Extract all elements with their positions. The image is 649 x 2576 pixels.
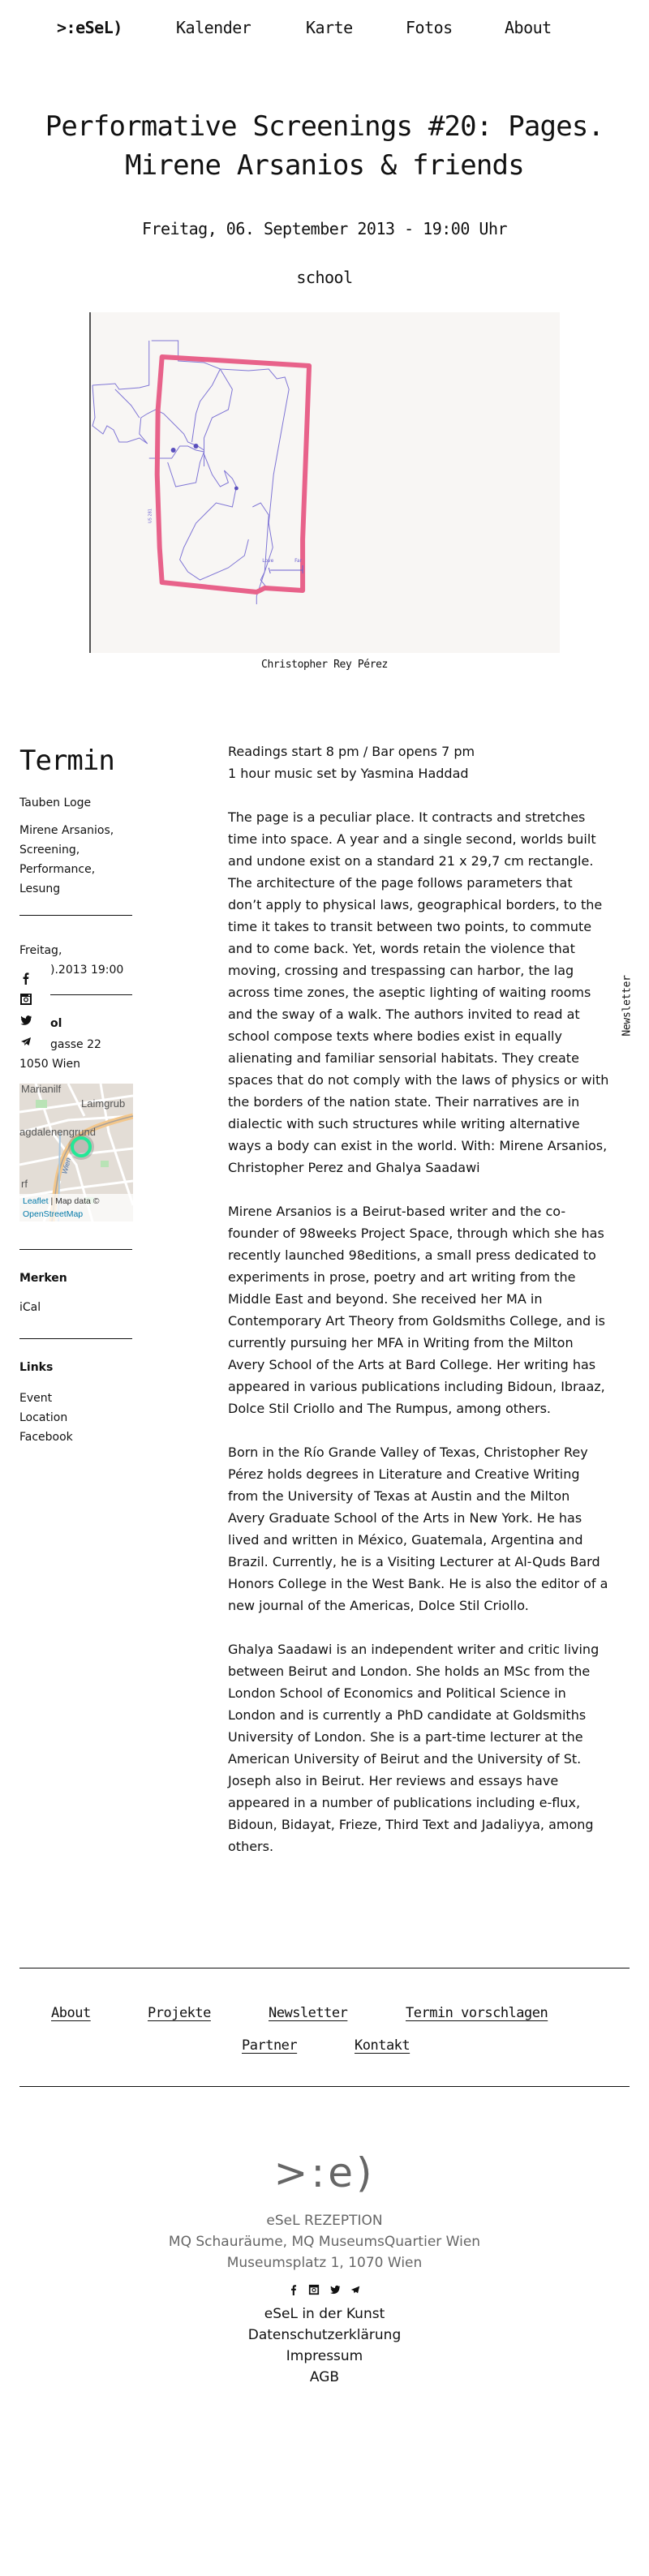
tag-link[interactable]: Performance,: [19, 863, 96, 876]
footer-link-impressum[interactable]: Impressum: [286, 2348, 363, 2364]
footer-link-newsletter[interactable]: Newsletter: [269, 2005, 348, 2021]
sidebar-divider: [19, 1249, 132, 1250]
leaflet-link[interactable]: Leaflet: [23, 1196, 49, 1206]
event-description: [228, 741, 609, 1879]
bio-mirene-arsanios: Mirene Arsanios is a Beirut-based writer and the co-founder of 98weeks Project Space, through which she has recently launched 98editions, a small press dedicated to experiments in prose, poetry and art writing from the Middle East and beyond. She received her MA in Contemporary Art Theory from Goldsmiths College, and is currently pursuing her MFA in Writing from the Milton Avery School of the Arts at Bard College. Her writing has appeared in various publications including Bidoun, Ibraaz, Dolce Stil Criollo and The Rumpus, among others.: [228, 1204, 605, 1416]
sidebar-divider: [19, 915, 132, 916]
tag-link[interactable]: Lesung: [19, 882, 61, 895]
sidebar-date-line1: Freitag,: [19, 944, 62, 957]
footer-link-kontakt[interactable]: Kontakt: [355, 2037, 410, 2054]
scale-left-label: Love: [262, 557, 274, 565]
openstreetmap-link[interactable]: OpenStreetMap: [23, 1209, 84, 1219]
facebook-icon[interactable]: [19, 972, 34, 986]
newsletter-tab[interactable]: [618, 969, 636, 1042]
title-line-1: Performative Screenings #20: Pages.: [45, 110, 604, 143]
footer-links: [0, 2303, 649, 2388]
twitter-icon[interactable]: [329, 2284, 341, 2295]
sidebar-divider: [19, 1338, 132, 1339]
map-label: Laimgrub: [81, 1097, 126, 1110]
merken-heading: Merken: [19, 1272, 67, 1285]
link-location[interactable]: Location: [19, 1411, 68, 1424]
footer-address-line1: MQ Schauräume, MQ MuseumsQuartier Wien: [168, 2234, 481, 2250]
nav-fotos[interactable]: Fotos: [406, 18, 453, 37]
event-venue[interactable]: school: [296, 268, 353, 287]
footer-logo: >:e): [273, 2149, 376, 2196]
sidebar-links: [19, 1389, 73, 1447]
map-label: Wien: [60, 1157, 73, 1175]
sidebar-venue-street: gasse 22: [50, 1038, 101, 1051]
sidebar-venue-name[interactable]: ol: [50, 1017, 62, 1030]
description-paragraph: The page is a peculiar place. It contracts and stretches time into space. A year and a single second, worlds built and undone exist on a standard 21 x 29,7 cm rectangle. The architecture of the page follows parameters that don’t apply to physical laws, geographical borders, to the time it takes to transit between two points, to commute and to come back. Yet, words retain the violence that moving, crossing and trespassing can harbor, the lag across time zones, the aseptic lighting of waiting rooms and the sway of a walk. The authors invited to read at school compose texts where bodies exist in equally alienating and familiar sensorial habitats. They create spaces that do not comply with the laws of physics or with the borders of the nation state. Their narratives are in dialectic with such structures while writing alternative ways a body can exist in the world. With: Mirene Arsanios, Christopher Perez and Ghalya Saadawi: [228, 809, 609, 1175]
footer-link-projekte[interactable]: Projekte: [148, 2005, 211, 2021]
page-title: [0, 107, 649, 185]
telegram-icon[interactable]: [350, 2284, 361, 2295]
event-intro: [228, 741, 609, 784]
sidebar-tags: [19, 821, 133, 899]
footer-link-termin-vorschlagen[interactable]: Termin vorschlagen: [406, 2005, 548, 2021]
sidebar-venue-city: 1050 Wien: [19, 1058, 80, 1071]
sidebar-heading: Termin: [19, 745, 114, 777]
nav-karte[interactable]: Karte: [306, 18, 353, 37]
top-nav: [0, 18, 649, 42]
footer-link-agb[interactable]: AGB: [309, 2369, 340, 2385]
footer-link-datenschutz[interactable]: Datenschutzerklärung: [247, 2327, 402, 2343]
link-event[interactable]: Event: [19, 1392, 53, 1405]
footer-divider-bottom: [19, 2086, 630, 2087]
footer-address-line2: Museumsplatz 1, 1070 Wien: [226, 2255, 423, 2271]
nav-about[interactable]: About: [505, 18, 552, 37]
footer-link-esel-in-der-kunst[interactable]: eSeL in der Kunst: [264, 2306, 385, 2322]
tag-link[interactable]: Screening,: [19, 844, 80, 857]
footer-link-partner[interactable]: Partner: [242, 2037, 298, 2054]
map-attribution-text: | Map data ©: [48, 1196, 100, 1206]
side-note-label: US 281: [148, 509, 153, 523]
image-caption: Christopher Rey Pérez: [261, 659, 388, 671]
social-share-bar: [19, 972, 37, 1056]
location-map[interactable]: [19, 1084, 133, 1221]
instagram-icon[interactable]: [19, 993, 34, 1007]
tag-link[interactable]: Mirene Arsanios,: [19, 824, 114, 837]
intro-line-1: Readings start 8 pm / Bar opens 7 pm: [228, 744, 475, 759]
footer-address: [0, 2210, 649, 2273]
scale-right-label: Far: [294, 557, 303, 565]
footer-link-about[interactable]: About: [51, 2005, 91, 2021]
facebook-icon[interactable]: [288, 2284, 299, 2295]
map-label: rf: [21, 1178, 28, 1190]
link-facebook[interactable]: Facebook: [19, 1431, 73, 1444]
sidebar-date-line2: ).2013 19:00: [50, 964, 124, 977]
event-date: Freitag, 06. September 2013 - 19:00 Uhr: [141, 219, 508, 238]
sidebar-divider: [50, 994, 132, 995]
footer-org: eSeL REZEPTION: [266, 2213, 383, 2229]
event-image: [89, 312, 560, 653]
footer-social-icons: [0, 2283, 649, 2299]
site-logo[interactable]: >:eSeL): [57, 18, 122, 37]
twitter-icon[interactable]: [19, 1014, 34, 1028]
map-attribution: [19, 1194, 133, 1221]
ical-link[interactable]: iCal: [19, 1301, 41, 1314]
sidebar-category[interactable]: Tauben Loge: [19, 796, 92, 809]
hand-drawn-map-image: [91, 312, 560, 653]
title-line-2: Mirene Arsanios & friends: [125, 149, 524, 182]
links-heading: Links: [19, 1361, 54, 1374]
nav-kalender[interactable]: Kalender: [176, 18, 251, 37]
bio-ghalya-saadawi: Ghalya Saadawi is an independent writer and critic living between Beirut and London. She holds an MSc from the London School of Economics and Political Science in London and is currently a PhD candidate at Goldsmiths University of London. She is a part-time lecturer at the American University of Beirut and the University of St. Joseph also in Beirut. Her reviews and essays have appeared in a number of publications including e-flux, Bidoun, Bidayat, Frieze, Third Text and Jadaliyya, among others.: [228, 1642, 600, 1854]
intro-line-2: 1 hour music set by Yasmina Haddad: [228, 766, 469, 781]
bio-christopher-rey-perez: Born in the Río Grande Valley of Texas, Christopher Rey Pérez holds degrees in Literature and Creative Writing from the University of Texas at Austin and the Milton Avery Graduate School of the Arts in New York. He has lived and written in México, Guatemala, Argentina and Brazil. Currently, he is a Visiting Lecturer at Al-Quds Bard Honors College in the West Bank. He is also the editor of a new journal of the Americas, Dolce Stil Criollo.: [228, 1445, 608, 1613]
newsletter-tab-label: Newsletter: [621, 975, 634, 1037]
map-label: agdalenengrund: [19, 1126, 96, 1138]
map-label: Marianilf: [21, 1084, 62, 1095]
instagram-icon[interactable]: [308, 2284, 320, 2295]
telegram-icon[interactable]: [19, 1035, 34, 1050]
